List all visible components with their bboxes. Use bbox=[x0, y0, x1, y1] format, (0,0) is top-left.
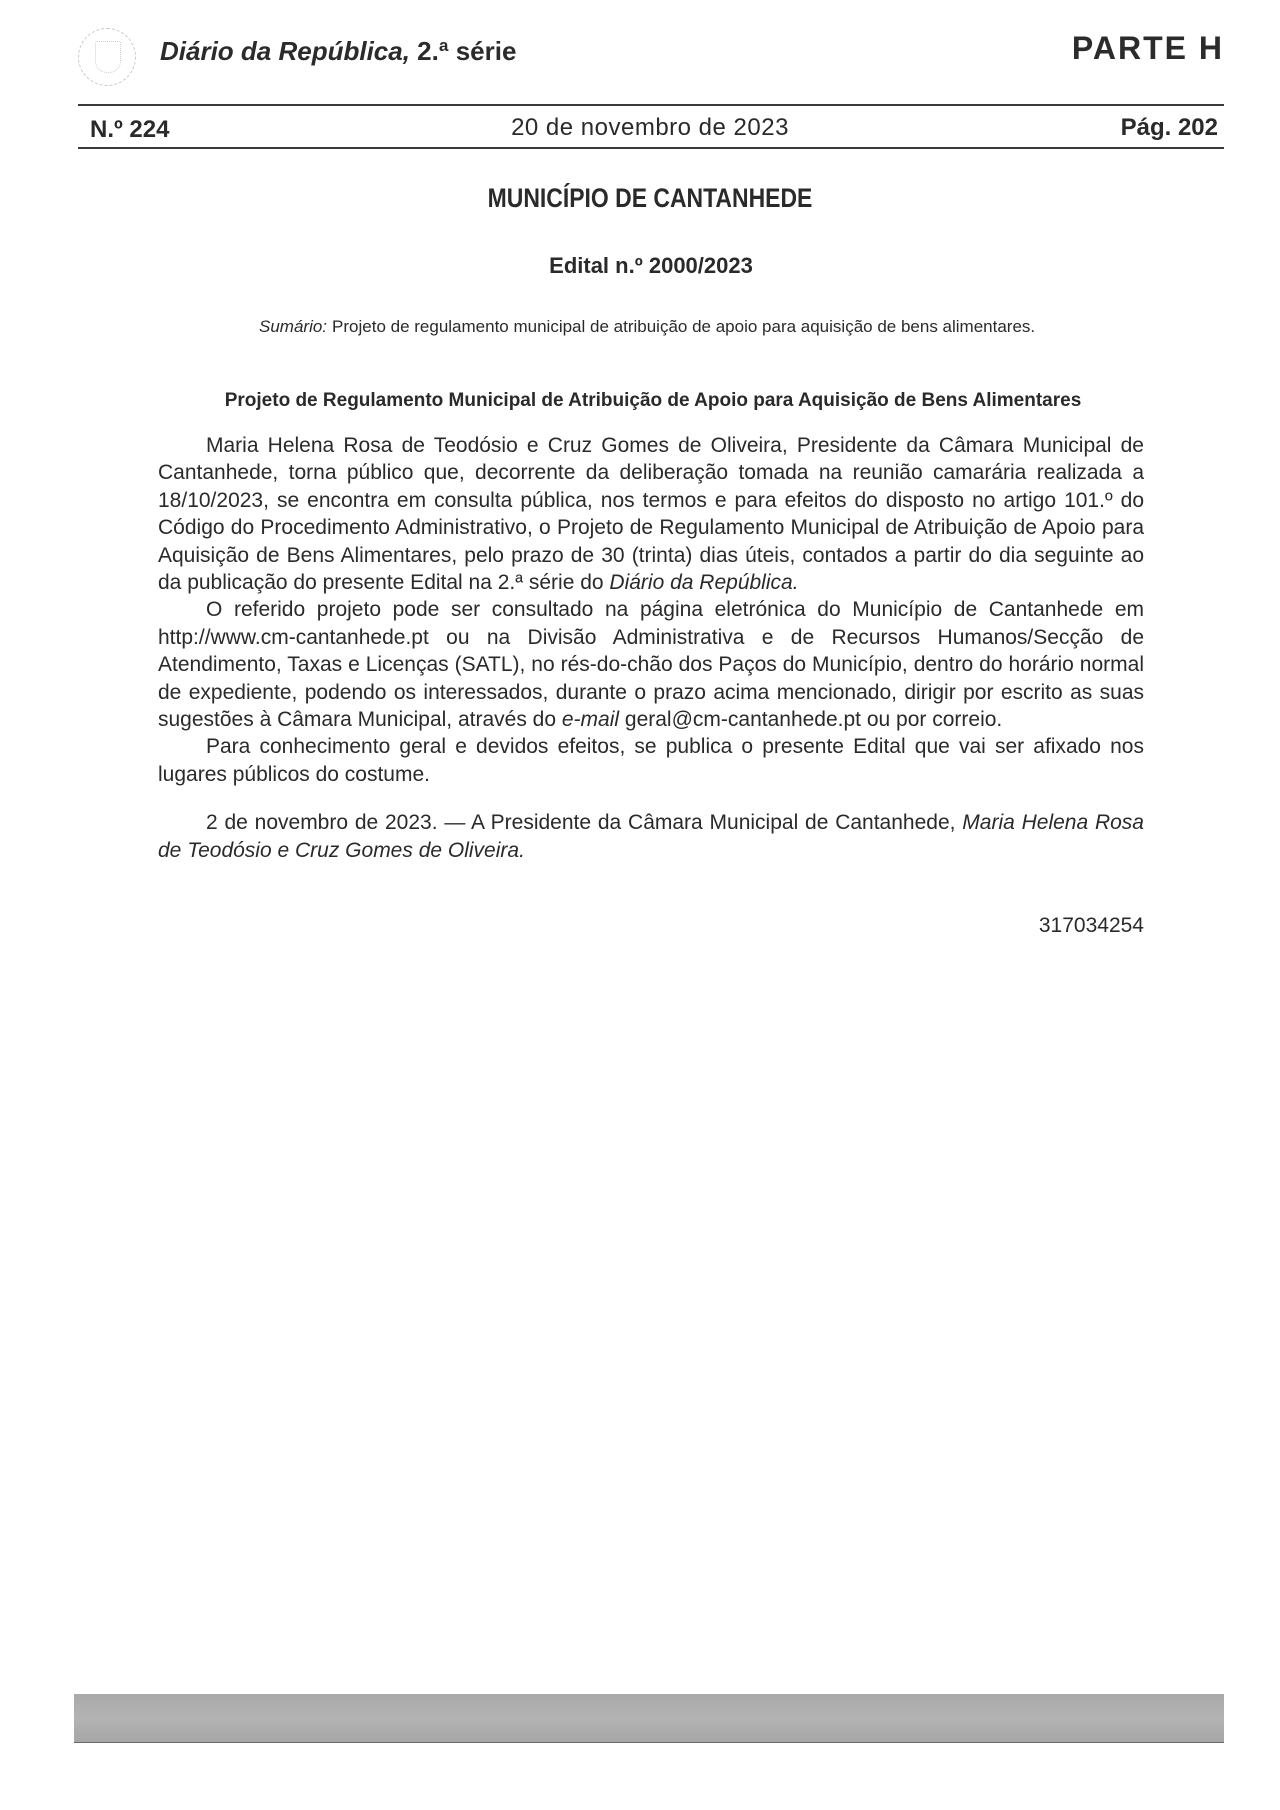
footer-band bbox=[74, 1694, 1224, 1743]
summary-label: Sumário: bbox=[259, 317, 328, 336]
reference-code: 317034254 bbox=[1038, 914, 1144, 937]
paragraph-text: Para conhecimento geral e devidos efeitos, se publica o presente Edital que vai ser afixado nos lugares públicos do costume. bbox=[158, 735, 1144, 786]
issue-date: 20 de novembro de 2023 bbox=[511, 114, 789, 141]
signature-line bbox=[158, 809, 1144, 864]
journal-series: 2.ª série bbox=[409, 36, 517, 66]
document-body bbox=[158, 432, 1144, 864]
edital-number: Edital n.º 2000/2023 bbox=[549, 253, 753, 278]
signature-text: 2 de novembro de 2023. — A Presidente da Câmara Municipal de Cantanhede, bbox=[206, 811, 963, 835]
paragraph-italic: e-mail bbox=[561, 708, 620, 732]
journal-title bbox=[160, 36, 516, 67]
header-rule-bottom bbox=[78, 147, 1224, 149]
summary-text: Projeto de regulamento municipal de atribuição de apoio para aquisição de bens alimentares. bbox=[332, 317, 1036, 336]
paragraph bbox=[158, 733, 1144, 788]
entity-title: MUNICÍPIO DE CANTANHEDE bbox=[487, 183, 813, 213]
paragraph bbox=[158, 432, 1144, 596]
header-rule-top bbox=[78, 104, 1224, 106]
journal-name: Diário da República, bbox=[160, 36, 410, 66]
paragraph-text: Maria Helena Rosa de Teodósio e Cruz Gomes de Oliveira, Presidente da Câmara Municipal de Cantanhede, torna público que, decorrente da deliberação tomada na reunião camarária realizada a 18/10/2023, se encontra em consulta pública, nos termos e para efeitos do disposto no artigo 101.º do Código do Procedimento Administrativo, o Projeto de Regulamento Municipal de Atribuição de Apoio para Aquisição de Bens Alimentares, pelo prazo de 30 (trinta) dias úteis, contados a partir do dia seguinte ao da publicação do presente Edital na 2.ª série do bbox=[158, 434, 1144, 595]
part-label: PARTE H bbox=[1071, 30, 1224, 66]
paragraph bbox=[158, 596, 1144, 733]
paragraph-text: geral@cm-cantanhede.pt ou por correio. bbox=[619, 708, 1003, 732]
coat-of-arms-logo bbox=[78, 28, 136, 86]
summary bbox=[259, 316, 1049, 338]
page-number: Pág. 202 bbox=[1120, 114, 1218, 141]
issue-number: N.º 224 bbox=[90, 116, 170, 143]
paragraph-text: O referido projeto pode ser consultado na página eletrónica do Município de Cantanhede em http://www.cm-cantanhede.pt ou na Divisão Administrativa e de Recursos Humanos/Secção de Atendimento, Taxas e Licenças (SATL), no rés-do-chão dos Paços do Município, dentro do horário normal de expediente, podendo os interessados, durante o prazo acima mencionado, dirigir por escrito as suas sugestões à Câmara Municipal, através do bbox=[158, 598, 1144, 732]
signatory-name: Maria Helena Rosa de Teodósio e Cruz Gomes de Oliveira. bbox=[158, 811, 1144, 862]
paragraph-italic: Diário da República. bbox=[609, 571, 799, 595]
document-heading: Projeto de Regulamento Municipal de Atribuição de Apoio para Aquisição de Bens Alimentares bbox=[224, 390, 1082, 411]
